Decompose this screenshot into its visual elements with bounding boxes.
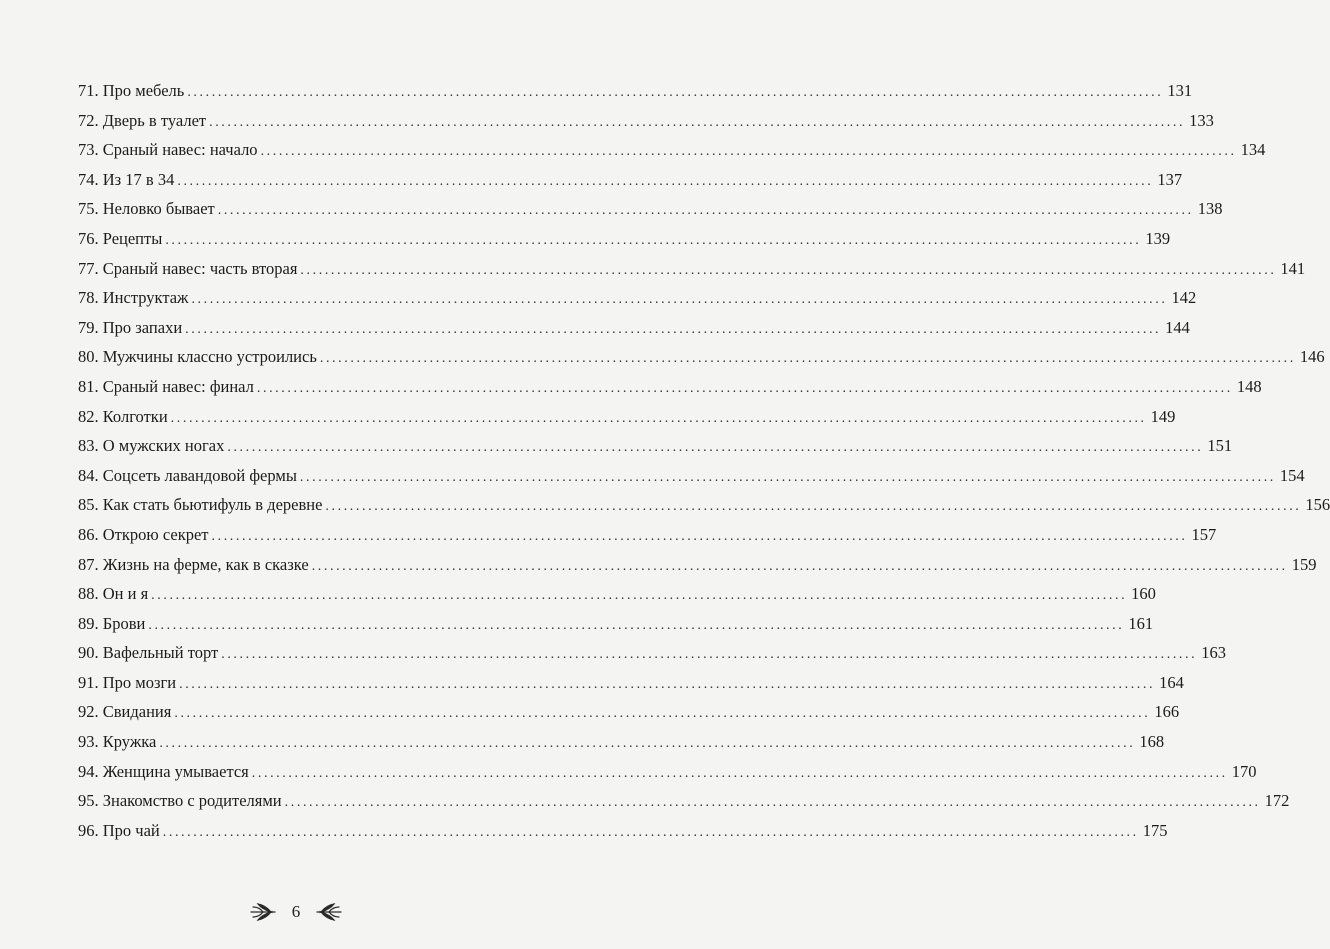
toc-entry	[78, 254, 1306, 284]
dot-leader: ................................................................................................................................................................	[191, 292, 1168, 308]
toc-entry	[78, 638, 1226, 668]
toc-entry	[78, 550, 1317, 580]
page-number: 6	[291, 902, 301, 921]
toc-entry	[78, 609, 1154, 639]
toc-entry-title: 84. Соцсеть лавандовой фермы	[78, 465, 297, 485]
toc-entry-title: 89. Брови	[78, 613, 146, 633]
toc-entry	[78, 402, 1176, 432]
toc-entry	[78, 342, 1325, 372]
toc-entry-page-number: 157	[1191, 524, 1217, 544]
dot-leader: ................................................................................................................................................................	[256, 380, 1233, 396]
toc-entry-page-number: 149	[1150, 406, 1176, 426]
dot-leader: ................................................................................................................................................................	[162, 824, 1139, 840]
toc-entry	[78, 224, 1171, 254]
toc-entry-title: 87. Жизнь на ферме, как в сказке	[78, 554, 309, 574]
toc-entry-title: 75. Неловко бывает	[78, 199, 215, 219]
toc-entry	[78, 431, 1233, 461]
dot-leader: ................................................................................................................................................................	[185, 321, 1162, 337]
toc-entry-title: 82. Колготки	[78, 406, 168, 426]
toc-entry-title: 78. Инструктаж	[78, 288, 189, 308]
dot-leader: ................................................................................................................................................................	[177, 173, 1154, 189]
toc-entry-title: 73. Сраный навес: начало	[78, 140, 258, 160]
toc-entry-page-number: 131	[1167, 81, 1193, 100]
dot-leader: ................................................................................................................................................................	[211, 528, 1188, 544]
toc-entry-title: 86. Открою секрет	[78, 524, 209, 544]
toc-entry	[78, 697, 1180, 727]
toc-entry-title: 95. Знакомство с родителями	[78, 791, 282, 811]
dot-leader: ................................................................................................................................................................	[159, 736, 1136, 752]
dot-leader: ................................................................................................................................................................	[227, 440, 1204, 456]
toc-entry	[78, 135, 1266, 165]
dot-leader: ................................................................................................................................................................	[217, 203, 1194, 219]
dot-leader: ................................................................................................................................................................	[300, 262, 1277, 278]
toc-entry	[78, 194, 1223, 224]
dot-leader: ................................................................................................................................................................	[319, 351, 1296, 367]
toc-entry	[78, 757, 1257, 787]
toc-entry-title: 76. Рецепты	[78, 228, 163, 248]
toc-entry-title: 79. Про запахи	[78, 317, 183, 337]
toc-entry-page-number: 156	[1305, 495, 1330, 515]
toc-entry-page-number: 163	[1201, 643, 1226, 663]
dot-leader: ................................................................................................................................................................	[151, 588, 1128, 604]
toc-entry-page-number: 161	[1128, 613, 1154, 633]
toc-entry-page-number: 134	[1240, 140, 1266, 160]
dot-leader: ................................................................................................................................................................	[209, 114, 1186, 130]
toc-entry-title: 85. Как стать бьютифуль в деревне	[78, 495, 323, 515]
leaf-sprig-icon	[315, 901, 343, 923]
toc-entry-page-number: 154	[1279, 465, 1305, 485]
dot-leader: ................................................................................................................................................................	[165, 232, 1142, 248]
toc-entry-page-number: 137	[1157, 169, 1183, 189]
toc-entry	[78, 313, 1190, 343]
dot-leader: ................................................................................................................................................................	[187, 85, 1164, 100]
page-footer	[0, 892, 592, 932]
toc-entry	[78, 165, 1183, 195]
toc-entry	[78, 668, 1184, 698]
toc-entry	[78, 520, 1217, 550]
dot-leader: ................................................................................................................................................................	[170, 410, 1147, 426]
toc-entry-page-number: 144	[1165, 317, 1190, 337]
toc-entry	[78, 461, 1305, 491]
dot-leader: ................................................................................................................................................................	[174, 706, 1151, 722]
toc-entry-page-number: 170	[1231, 761, 1257, 781]
toc-entry	[78, 76, 1193, 106]
toc-entry	[78, 372, 1262, 402]
toc-entry	[78, 816, 1168, 846]
toc-entry-title: 80. Мужчины классно устроились	[78, 347, 317, 367]
toc-entry-title: 93. Кружка	[78, 732, 157, 752]
toc-entry-page-number: 148	[1236, 376, 1262, 396]
dot-leader: ................................................................................................................................................................	[311, 558, 1288, 574]
dot-leader: ................................................................................................................................................................	[299, 469, 1276, 485]
dot-leader: ................................................................................................................................................................	[179, 676, 1156, 692]
toc-entry-title: 91. Про мозги	[78, 672, 177, 692]
dot-leader: ................................................................................................................................................................	[260, 144, 1237, 160]
toc-entry-page-number: 141	[1280, 258, 1306, 278]
toc-entry-title: 83. О мужских ногах	[78, 436, 225, 456]
table-of-contents	[78, 76, 1330, 845]
toc-entry-page-number: 160	[1131, 584, 1156, 604]
toc-entry-page-number: 168	[1139, 732, 1165, 752]
toc-entry-page-number: 172	[1264, 791, 1290, 811]
toc-entry-title: 74. Из 17 в 34	[78, 169, 175, 189]
toc-entry	[78, 579, 1156, 609]
toc-entry	[78, 727, 1165, 757]
toc-entry	[78, 106, 1214, 136]
toc-entry	[78, 786, 1290, 816]
toc-entry-page-number: 166	[1154, 702, 1180, 722]
toc-entry-title: 88. Он и я	[78, 584, 149, 604]
toc-entry-page-number: 139	[1145, 228, 1171, 248]
toc-entry	[78, 490, 1330, 520]
toc-entry-title: 96. Про чай	[78, 820, 160, 840]
toc-entry-page-number: 159	[1291, 554, 1317, 574]
leaf-sprig-icon	[249, 901, 277, 923]
dot-leader: ................................................................................................................................................................	[221, 647, 1198, 663]
toc-entry-title: 94. Женщина умывается	[78, 761, 249, 781]
toc-entry-title: 71. Про мебель	[78, 81, 185, 100]
toc-entry-page-number: 151	[1207, 436, 1233, 456]
dot-leader: ................................................................................................................................................................	[284, 795, 1261, 811]
dot-leader: ................................................................................................................................................................	[325, 499, 1302, 515]
toc-entry-page-number: 142	[1171, 288, 1197, 308]
toc-entry-page-number: 138	[1197, 199, 1223, 219]
toc-entry-page-number: 164	[1159, 672, 1184, 692]
toc-entry-page-number: 133	[1189, 110, 1214, 130]
toc-entry-title: 92. Свидания	[78, 702, 172, 722]
toc-entry-page-number: 146	[1299, 347, 1325, 367]
dot-leader: ................................................................................................................................................................	[148, 617, 1125, 633]
toc-entry-title: 81. Сраный навес: финал	[78, 376, 254, 396]
toc-entry-page-number: 175	[1142, 820, 1168, 840]
dot-leader: ................................................................................................................................................................	[251, 765, 1228, 781]
toc-entry-title: 90. Вафельный торт	[78, 643, 219, 663]
toc-entry	[78, 283, 1197, 313]
toc-entry-title: 72. Дверь в туалет	[78, 110, 207, 130]
toc-entry-title: 77. Сраный навес: часть вторая	[78, 258, 298, 278]
